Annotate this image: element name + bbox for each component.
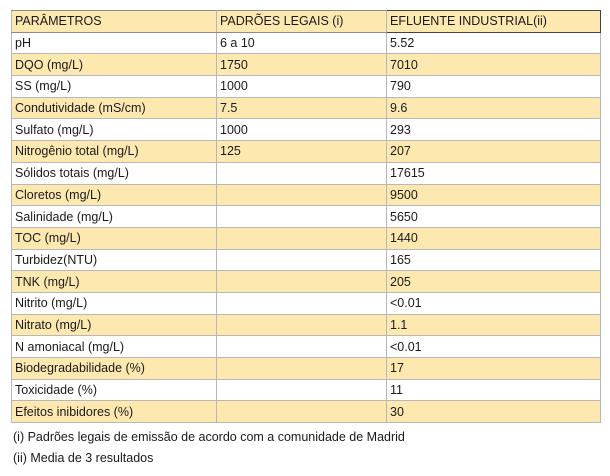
parameter-cell: DQO (mg/L) <box>12 54 217 76</box>
effluent-value-cell: 207 <box>387 141 601 163</box>
header-padroes-legais: PADRÕES LEGAIS (i) <box>217 11 387 33</box>
effluent-value-cell: 11 <box>387 379 601 401</box>
parameter-cell: Sólidos totais (mg/L) <box>12 162 217 184</box>
parameter-cell: N amoniacal (mg/L) <box>12 336 217 358</box>
effluent-value-cell: 9500 <box>387 184 601 206</box>
parameter-cell: TOC (mg/L) <box>12 227 217 249</box>
parameter-cell: Efeitos inibidores (%) <box>12 401 217 423</box>
legal-standard-cell: 1000 <box>217 119 387 141</box>
legal-standard-cell <box>217 271 387 293</box>
legal-standard-cell: 1000 <box>217 76 387 98</box>
legal-standard-cell <box>217 401 387 423</box>
legal-standard-cell: 7.5 <box>217 97 387 119</box>
legal-standard-cell <box>217 162 387 184</box>
effluent-value-cell: <0.01 <box>387 292 601 314</box>
parameter-cell: Turbidez(NTU) <box>12 249 217 271</box>
table-row <box>12 401 601 423</box>
table-row <box>12 162 601 184</box>
header-parametros: PARÂMETROS <box>12 11 217 33</box>
legal-standard-cell: 6 a 10 <box>217 32 387 54</box>
table-row <box>12 271 601 293</box>
table-row <box>12 97 601 119</box>
legal-standard-cell <box>217 206 387 228</box>
effluent-value-cell: 1.1 <box>387 314 601 336</box>
legal-standard-cell <box>217 292 387 314</box>
footnote-legal-standards: (i) Padrões legais de emissão de acordo com a comunidade de Madrid <box>13 430 405 445</box>
document-body <box>11 10 600 469</box>
legal-standard-cell <box>217 379 387 401</box>
table-body <box>12 32 601 422</box>
parameter-cell: TNK (mg/L) <box>12 271 217 293</box>
effluent-value-cell: 30 <box>387 401 601 423</box>
effluent-value-cell: 7010 <box>387 54 601 76</box>
table-row <box>12 32 601 54</box>
footnotes <box>11 427 600 469</box>
legal-standard-cell <box>217 358 387 380</box>
parameter-cell: Biodegradabilidade (%) <box>12 358 217 380</box>
legal-standard-cell <box>217 249 387 271</box>
legal-standard-cell: 125 <box>217 141 387 163</box>
parameter-cell: SS (mg/L) <box>12 76 217 98</box>
effluent-value-cell: 5.52 <box>387 32 601 54</box>
footnote-average: (ii) Media de 3 resultados <box>13 451 154 466</box>
effluent-value-cell: 17615 <box>387 162 601 184</box>
header-efluente-industrial: EFLUENTE INDUSTRIAL(ii) <box>387 11 601 33</box>
parameter-cell: Cloretos (mg/L) <box>12 184 217 206</box>
legal-standard-cell: 1750 <box>217 54 387 76</box>
table-row <box>12 292 601 314</box>
effluent-value-cell: 293 <box>387 119 601 141</box>
table-row <box>12 119 601 141</box>
effluent-value-cell: 5650 <box>387 206 601 228</box>
parameter-cell: pH <box>12 32 217 54</box>
parameters-table <box>11 10 601 423</box>
legal-standard-cell <box>217 227 387 249</box>
effluent-value-cell: 1440 <box>387 227 601 249</box>
parameter-cell: Nitrato (mg/L) <box>12 314 217 336</box>
parameter-cell: Salinidade (mg/L) <box>12 206 217 228</box>
table-row <box>12 76 601 98</box>
parameter-cell: Nitrito (mg/L) <box>12 292 217 314</box>
table-row <box>12 141 601 163</box>
parameter-cell: Nitrogênio total (mg/L) <box>12 141 217 163</box>
effluent-value-cell: 17 <box>387 358 601 380</box>
table-row <box>12 314 601 336</box>
table-row <box>12 227 601 249</box>
table-row <box>12 206 601 228</box>
effluent-value-cell: 790 <box>387 76 601 98</box>
table-row <box>12 249 601 271</box>
parameter-cell: Toxicidade (%) <box>12 379 217 401</box>
effluent-value-cell: <0.01 <box>387 336 601 358</box>
table-row <box>12 379 601 401</box>
table-row <box>12 54 601 76</box>
effluent-value-cell: 165 <box>387 249 601 271</box>
effluent-value-cell: 9.6 <box>387 97 601 119</box>
parameter-cell: Condutividade (mS/cm) <box>12 97 217 119</box>
parameter-cell: Sulfato (mg/L) <box>12 119 217 141</box>
table-row <box>12 336 601 358</box>
effluent-value-cell: 205 <box>387 271 601 293</box>
legal-standard-cell <box>217 314 387 336</box>
table-row <box>12 358 601 380</box>
table-row <box>12 184 601 206</box>
legal-standard-cell <box>217 184 387 206</box>
legal-standard-cell <box>217 336 387 358</box>
table-header-row <box>12 11 601 33</box>
